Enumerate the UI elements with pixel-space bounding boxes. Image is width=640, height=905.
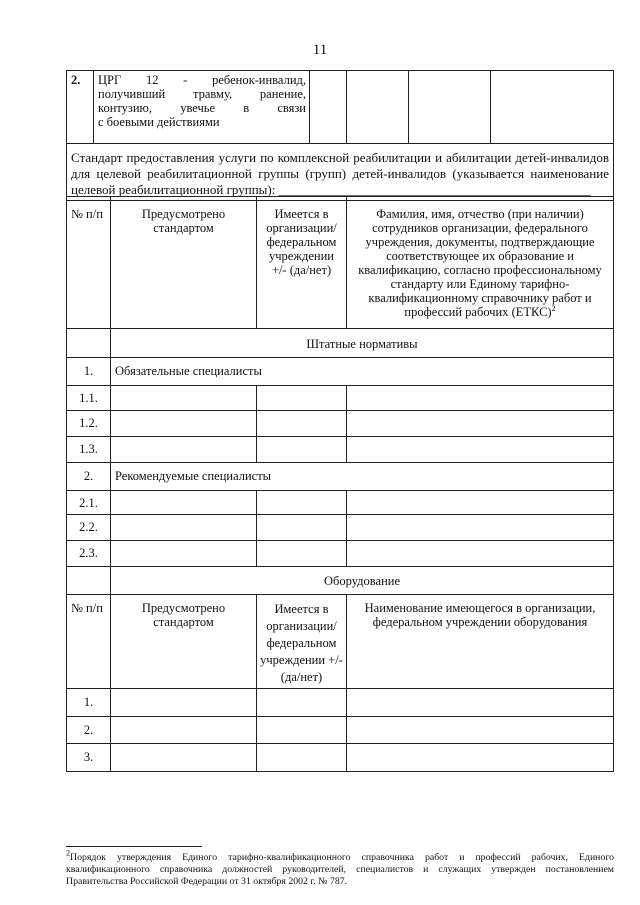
empty-cell <box>347 411 614 437</box>
header-row <box>67 595 614 689</box>
table-row <box>67 411 614 437</box>
empty-cell <box>310 71 347 144</box>
empty-cell <box>67 329 111 358</box>
row-number: 2.1. <box>67 491 111 515</box>
empty-cell <box>257 717 347 744</box>
empty-cell <box>111 491 257 515</box>
empty-cell <box>257 689 347 717</box>
text-line: контузию, увечье в связи <box>98 101 306 115</box>
row-number: 2. <box>67 463 111 491</box>
table-row <box>67 329 614 358</box>
empty-cell <box>347 717 614 744</box>
empty-cell <box>409 71 491 144</box>
row-number: 3. <box>67 744 111 772</box>
empty-cell <box>491 71 614 144</box>
row-number: 2. <box>67 71 94 144</box>
row-number: 1.3. <box>67 437 111 463</box>
empty-cell <box>111 386 257 411</box>
text-line: ЦРГ 12 - ребенок-инвалид, <box>98 73 306 87</box>
row-number: 2. <box>67 717 111 744</box>
empty-cell <box>347 437 614 463</box>
footnote-divider <box>66 846 202 847</box>
table-row <box>67 515 614 541</box>
section-title: Оборудование <box>111 567 614 595</box>
header-standard: Предусмотрено стандартом <box>111 595 257 689</box>
footnote <box>66 848 614 888</box>
table-row <box>67 491 614 515</box>
table-row <box>67 463 614 491</box>
empty-cell <box>347 71 409 144</box>
empty-cell <box>111 744 257 772</box>
table-row <box>67 437 614 463</box>
group-label: Обязательные специалисты <box>111 358 614 386</box>
text-line: с боевыми действиями <box>98 115 220 129</box>
header-staff-text: Фамилия, имя, отчество (при наличии) сотрудников организации, федерального учреждения, документы, подтверждающие соответствующее их образование и квалификацию, согласно профессиональному стандарту или Единому тарифно-квалификационному справочнику работ и профессий рабочих (ЕТКС) <box>358 207 602 319</box>
section-title: Штатные нормативы <box>111 329 614 358</box>
empty-cell <box>257 411 347 437</box>
group-label: Рекомендуемые специалисты <box>111 463 614 491</box>
row-number: 2.2. <box>67 515 111 541</box>
empty-cell <box>111 689 257 717</box>
header-row <box>67 197 614 329</box>
group-description <box>94 71 310 144</box>
empty-cell <box>111 541 257 567</box>
row-number: 2.3. <box>67 541 111 567</box>
table-row <box>67 71 614 144</box>
empty-cell <box>257 541 347 567</box>
header-standard: Предусмотрено стандартом <box>111 197 257 329</box>
empty-cell <box>111 515 257 541</box>
empty-cell <box>257 437 347 463</box>
footnote-ref[interactable]: 2 <box>551 303 556 313</box>
table-row <box>67 541 614 567</box>
empty-cell <box>347 386 614 411</box>
table-row <box>67 717 614 744</box>
empty-cell <box>347 491 614 515</box>
table-row <box>67 358 614 386</box>
page-number: 11 <box>312 42 328 58</box>
header-available: Имеется в организации/ федеральном учреждении +/- (да/нет) <box>257 197 347 329</box>
header-equipment: Наименование имеющегося в организации, федеральном учреждении оборудования <box>347 595 614 689</box>
row-number: 1. <box>67 689 111 717</box>
row-number: 1. <box>67 358 111 386</box>
empty-cell <box>257 386 347 411</box>
header-staff <box>347 197 614 329</box>
table-row <box>67 689 614 717</box>
text-line: получивший травму, ранение, <box>98 87 306 101</box>
empty-cell <box>111 411 257 437</box>
footnote-mark: 2 <box>66 848 70 858</box>
top-table <box>66 70 614 201</box>
table-row <box>67 386 614 411</box>
empty-cell <box>67 567 111 595</box>
header-available: Имеется в организации/ федеральном учреждении +/- (да/нет) <box>257 595 347 689</box>
staff-table <box>66 196 614 772</box>
standard-text: Стандарт предоставления услуги по комплексной реабилитации и абилитации детей-инвалидов для целевой реабилитационной группы (групп) детей-инвалидов (указывается наименование целевой реабилитационной группы): ________________________________________________ <box>67 144 614 201</box>
table-row <box>67 744 614 772</box>
empty-cell <box>347 744 614 772</box>
empty-cell <box>257 491 347 515</box>
empty-cell <box>111 437 257 463</box>
empty-cell <box>347 689 614 717</box>
empty-cell <box>257 744 347 772</box>
empty-cell <box>347 541 614 567</box>
table-row <box>67 144 614 201</box>
footnote-text: Порядок утверждения Единого тарифно-квалификационного справочника работ и профессий рабочих, Единого квалификационного справочника должностей руководителей, специалистов и служащих утвержден постановлением Правительства Российской Федерации от 31 октября 2002 г. № 787. <box>66 852 614 887</box>
row-number: 1.2. <box>67 411 111 437</box>
empty-cell <box>347 515 614 541</box>
empty-cell <box>111 717 257 744</box>
empty-cell <box>257 515 347 541</box>
header-num: № п/п <box>67 197 111 329</box>
header-num: № п/п <box>67 595 111 689</box>
row-number: 1.1. <box>67 386 111 411</box>
table-row <box>67 567 614 595</box>
